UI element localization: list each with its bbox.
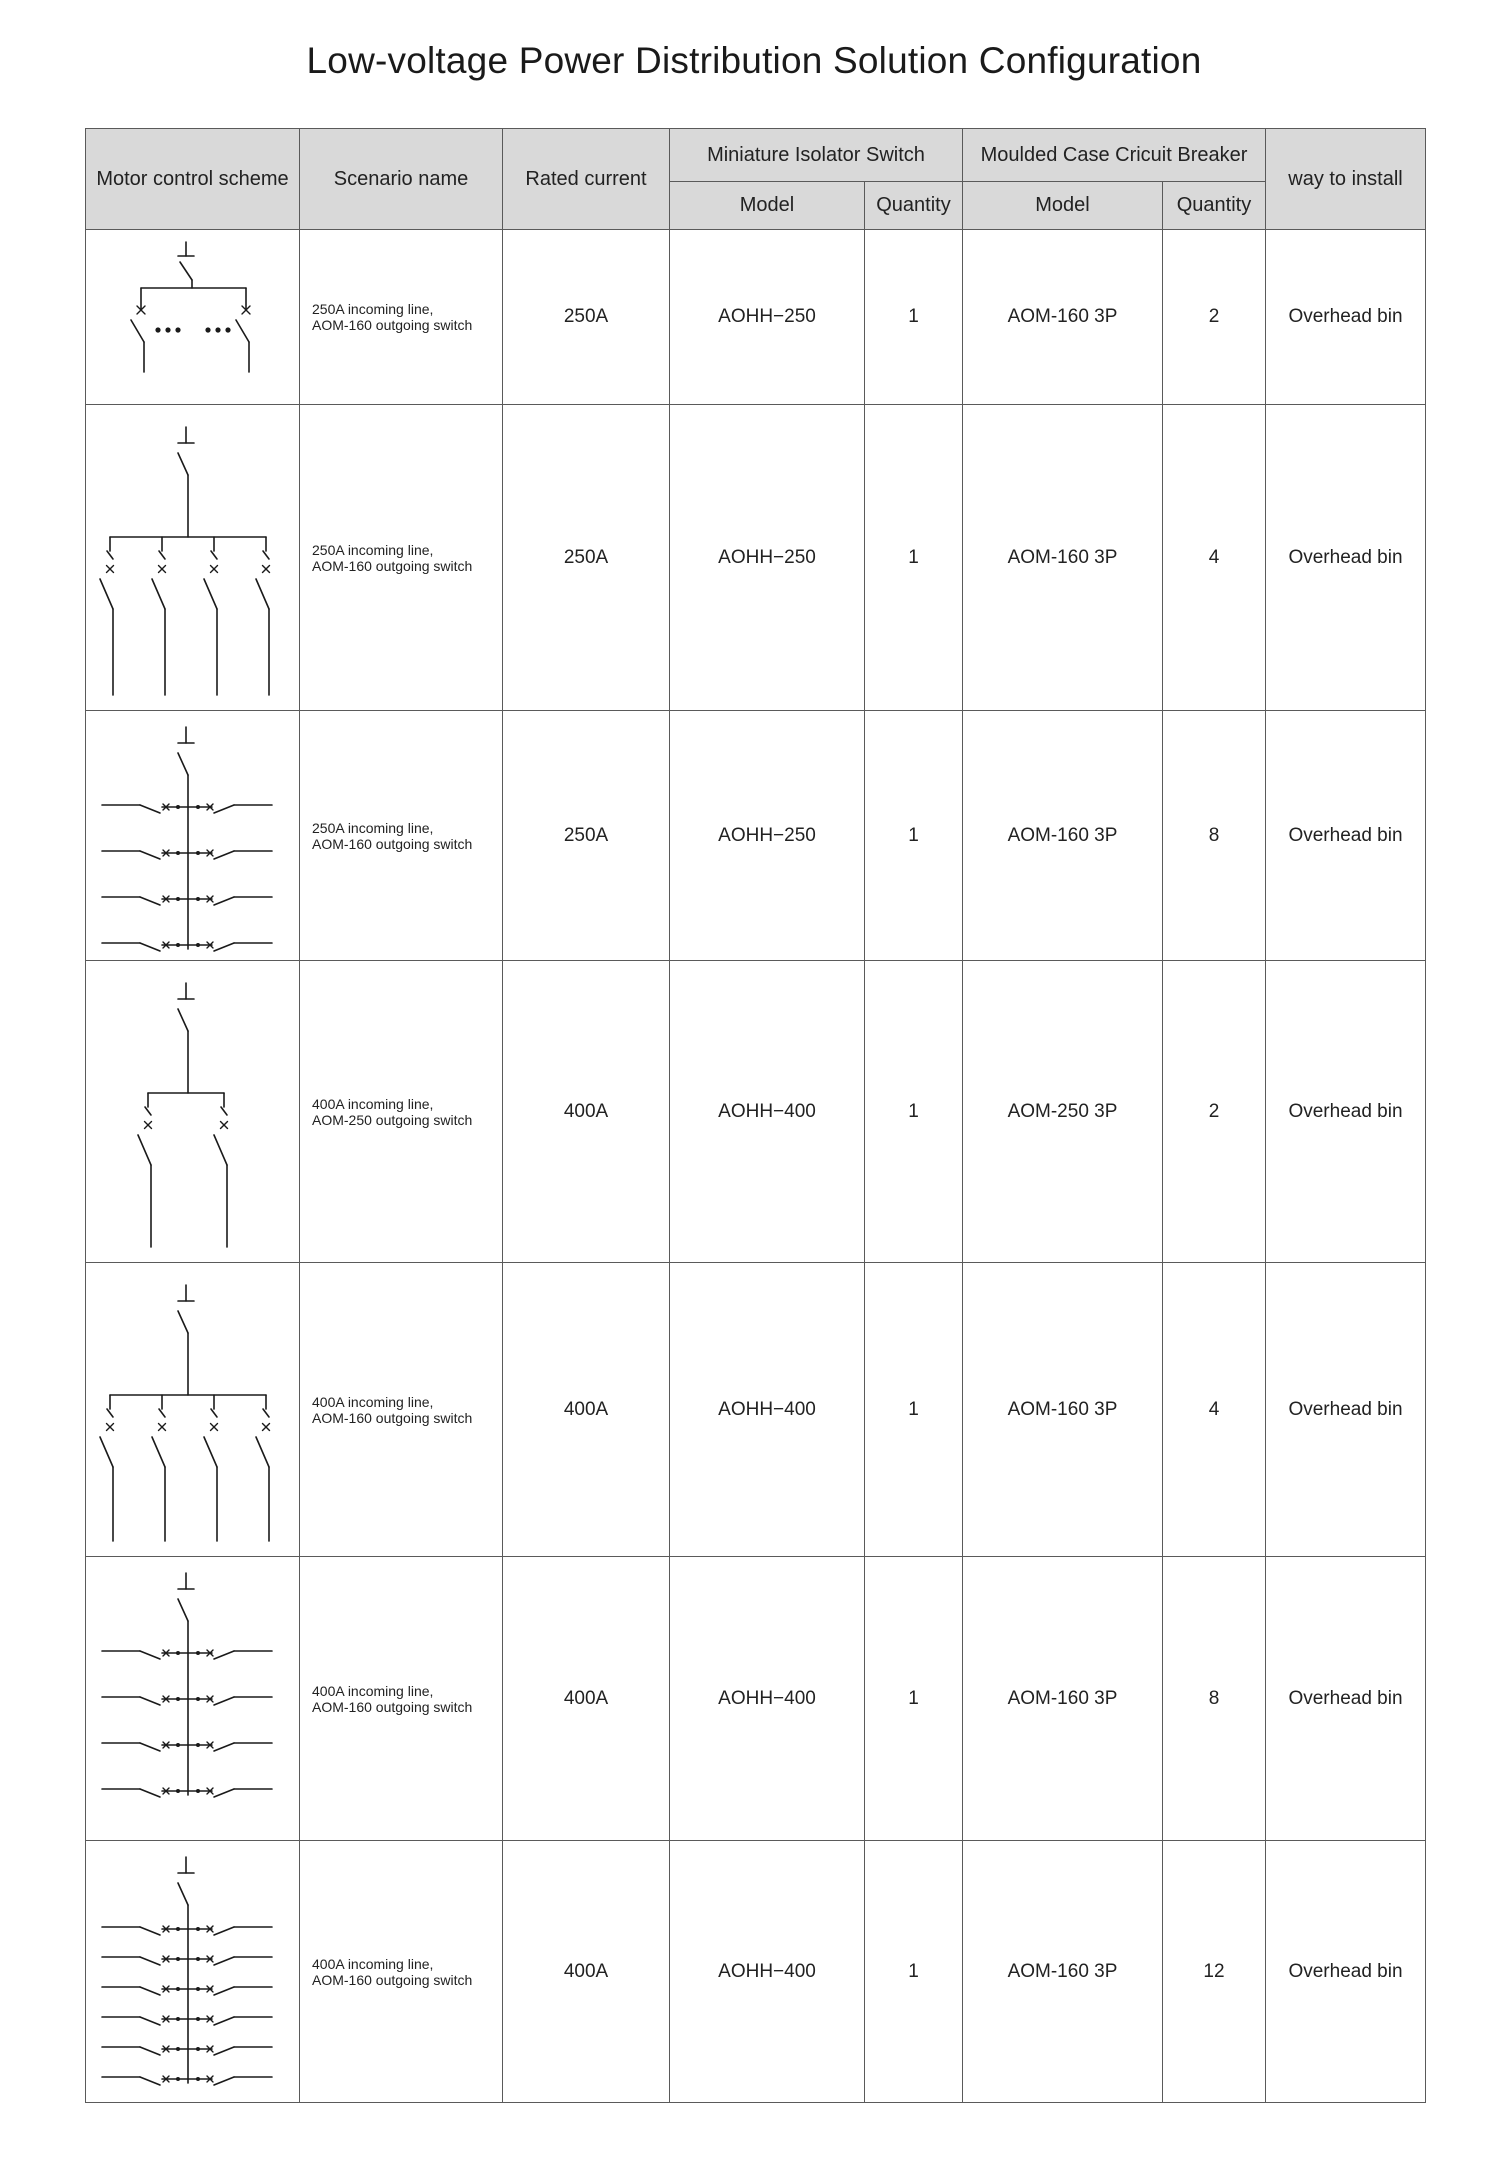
scenario-line-1: 250A incoming line,	[312, 301, 434, 317]
scenario-line-2: AOM-160 outgoing switch	[312, 1409, 473, 1426]
header-isolator-qty: Quantity	[865, 182, 963, 230]
table-row	[86, 1557, 1426, 1841]
isolator-quantity-cell: 1	[865, 1263, 963, 1557]
header-breaker-qty: Quantity	[1163, 182, 1266, 230]
isolator-quantity-cell: 1	[865, 1557, 963, 1841]
scenario-cell	[300, 405, 503, 711]
rated-current-cell: 400A	[503, 1557, 670, 1841]
rated-current-cell: 400A	[503, 961, 670, 1263]
scenario-line-2: AOM-160 outgoing switch	[312, 557, 473, 574]
scenario-line-1: 250A incoming line,	[312, 819, 434, 836]
table-row	[86, 711, 1426, 961]
header-scheme: Motor control scheme	[86, 129, 300, 230]
wiring-diagram-icon	[86, 1265, 298, 1555]
wiring-diagram-cell	[86, 1557, 300, 1841]
scenario-line-1: 400A incoming line,	[312, 1682, 434, 1699]
breaker-quantity-cell: 8	[1163, 711, 1266, 961]
header-isolator-group: Miniature Isolator Switch	[670, 129, 963, 182]
scenario-line-1: 250A incoming line,	[312, 541, 434, 558]
isolator-quantity-cell: 1	[865, 230, 963, 405]
scenario-line-2: AOM-160 outgoing switch	[312, 835, 473, 852]
scenario-line-1: 400A incoming line,	[312, 1393, 434, 1410]
install-method-cell: Overhead bin	[1266, 711, 1426, 961]
scenario-line-1: 400A incoming line,	[312, 1095, 434, 1112]
install-method-cell: Overhead bin	[1266, 1557, 1426, 1841]
scenario-cell	[300, 961, 503, 1263]
breaker-model-cell: AOM-160 3P	[963, 1263, 1163, 1557]
breaker-quantity-cell: 2	[1163, 230, 1266, 405]
isolator-model-cell: AOHH−400	[670, 1841, 865, 2103]
breaker-quantity-cell: 12	[1163, 1841, 1266, 2103]
scenario-cell	[300, 1263, 503, 1557]
table-row	[86, 1841, 1426, 2103]
rated-current-cell: 250A	[503, 711, 670, 961]
install-method-cell: Overhead bin	[1266, 1263, 1426, 1557]
scenario-cell	[300, 1841, 503, 2103]
breaker-model-cell: AOM-160 3P	[963, 405, 1163, 711]
breaker-model-cell: AOM-160 3P	[963, 230, 1163, 405]
scenario-line-2: AOM-160 outgoing switch	[312, 317, 473, 333]
wiring-diagram-icon	[86, 963, 298, 1261]
isolator-quantity-cell: 1	[865, 1841, 963, 2103]
scenario-line-2: AOM-250 outgoing switch	[312, 1111, 473, 1128]
breaker-quantity-cell: 8	[1163, 1557, 1266, 1841]
isolator-model-cell: AOHH−400	[670, 961, 865, 1263]
table-row	[86, 1263, 1426, 1557]
breaker-model-cell: AOM-160 3P	[963, 711, 1163, 961]
isolator-model-cell: AOHH−250	[670, 405, 865, 711]
wiring-diagram-icon	[86, 1559, 298, 1839]
install-method-cell: Overhead bin	[1266, 230, 1426, 405]
install-method-cell: Overhead bin	[1266, 961, 1426, 1263]
isolator-model-cell: AOHH−250	[670, 711, 865, 961]
scenario-cell	[300, 711, 503, 961]
rated-current-cell: 400A	[503, 1841, 670, 2103]
table-row	[86, 961, 1426, 1263]
header-install: way to install	[1266, 129, 1426, 230]
install-method-cell: Overhead bin	[1266, 405, 1426, 711]
wiring-diagram-cell	[86, 711, 300, 961]
header-rated-current: Rated current	[503, 129, 670, 230]
wiring-diagram-icon	[86, 1843, 298, 2101]
breaker-model-cell: AOM-160 3P	[963, 1557, 1163, 1841]
breaker-model-cell: AOM-250 3P	[963, 961, 1163, 1263]
wiring-diagram-icon	[86, 232, 298, 403]
breaker-quantity-cell: 2	[1163, 961, 1266, 1263]
rated-current-cell: 250A	[503, 405, 670, 711]
scenario-line-2: AOM-160 outgoing switch	[312, 1698, 473, 1715]
isolator-model-cell: AOHH−250	[670, 230, 865, 405]
wiring-diagram-cell	[86, 1841, 300, 2103]
wiring-diagram-icon	[86, 713, 298, 959]
header-breaker-model: Model	[963, 182, 1163, 230]
scenario-line-1: 400A incoming line,	[312, 1955, 434, 1972]
table-row	[86, 230, 1426, 405]
header-breaker-group: Moulded Case Cricuit Breaker	[963, 129, 1266, 182]
header-scenario: Scenario name	[300, 129, 503, 230]
rated-current-cell: 400A	[503, 1263, 670, 1557]
wiring-diagram-cell	[86, 230, 300, 405]
wiring-diagram-icon	[86, 407, 298, 709]
wiring-diagram-cell	[86, 1263, 300, 1557]
wiring-diagram-cell	[86, 405, 300, 711]
rated-current-cell: 250A	[503, 230, 670, 405]
breaker-model-cell: AOM-160 3P	[963, 1841, 1163, 2103]
scenario-cell	[300, 1557, 503, 1841]
scenario-line-2: AOM-160 outgoing switch	[312, 1971, 473, 1988]
isolator-model-cell: AOHH−400	[670, 1557, 865, 1841]
isolator-quantity-cell: 1	[865, 711, 963, 961]
breaker-quantity-cell: 4	[1163, 405, 1266, 711]
isolator-model-cell: AOHH−400	[670, 1263, 865, 1557]
wiring-diagram-cell	[86, 961, 300, 1263]
table-row	[86, 405, 1426, 711]
header-isolator-model: Model	[670, 182, 865, 230]
install-method-cell: Overhead bin	[1266, 1841, 1426, 2103]
configuration-table	[85, 128, 1426, 2103]
page-title: Low-voltage Power Distribution Solution Configuration	[306, 40, 1202, 81]
isolator-quantity-cell: 1	[865, 961, 963, 1263]
breaker-quantity-cell: 4	[1163, 1263, 1266, 1557]
scenario-cell	[300, 230, 503, 405]
isolator-quantity-cell: 1	[865, 405, 963, 711]
